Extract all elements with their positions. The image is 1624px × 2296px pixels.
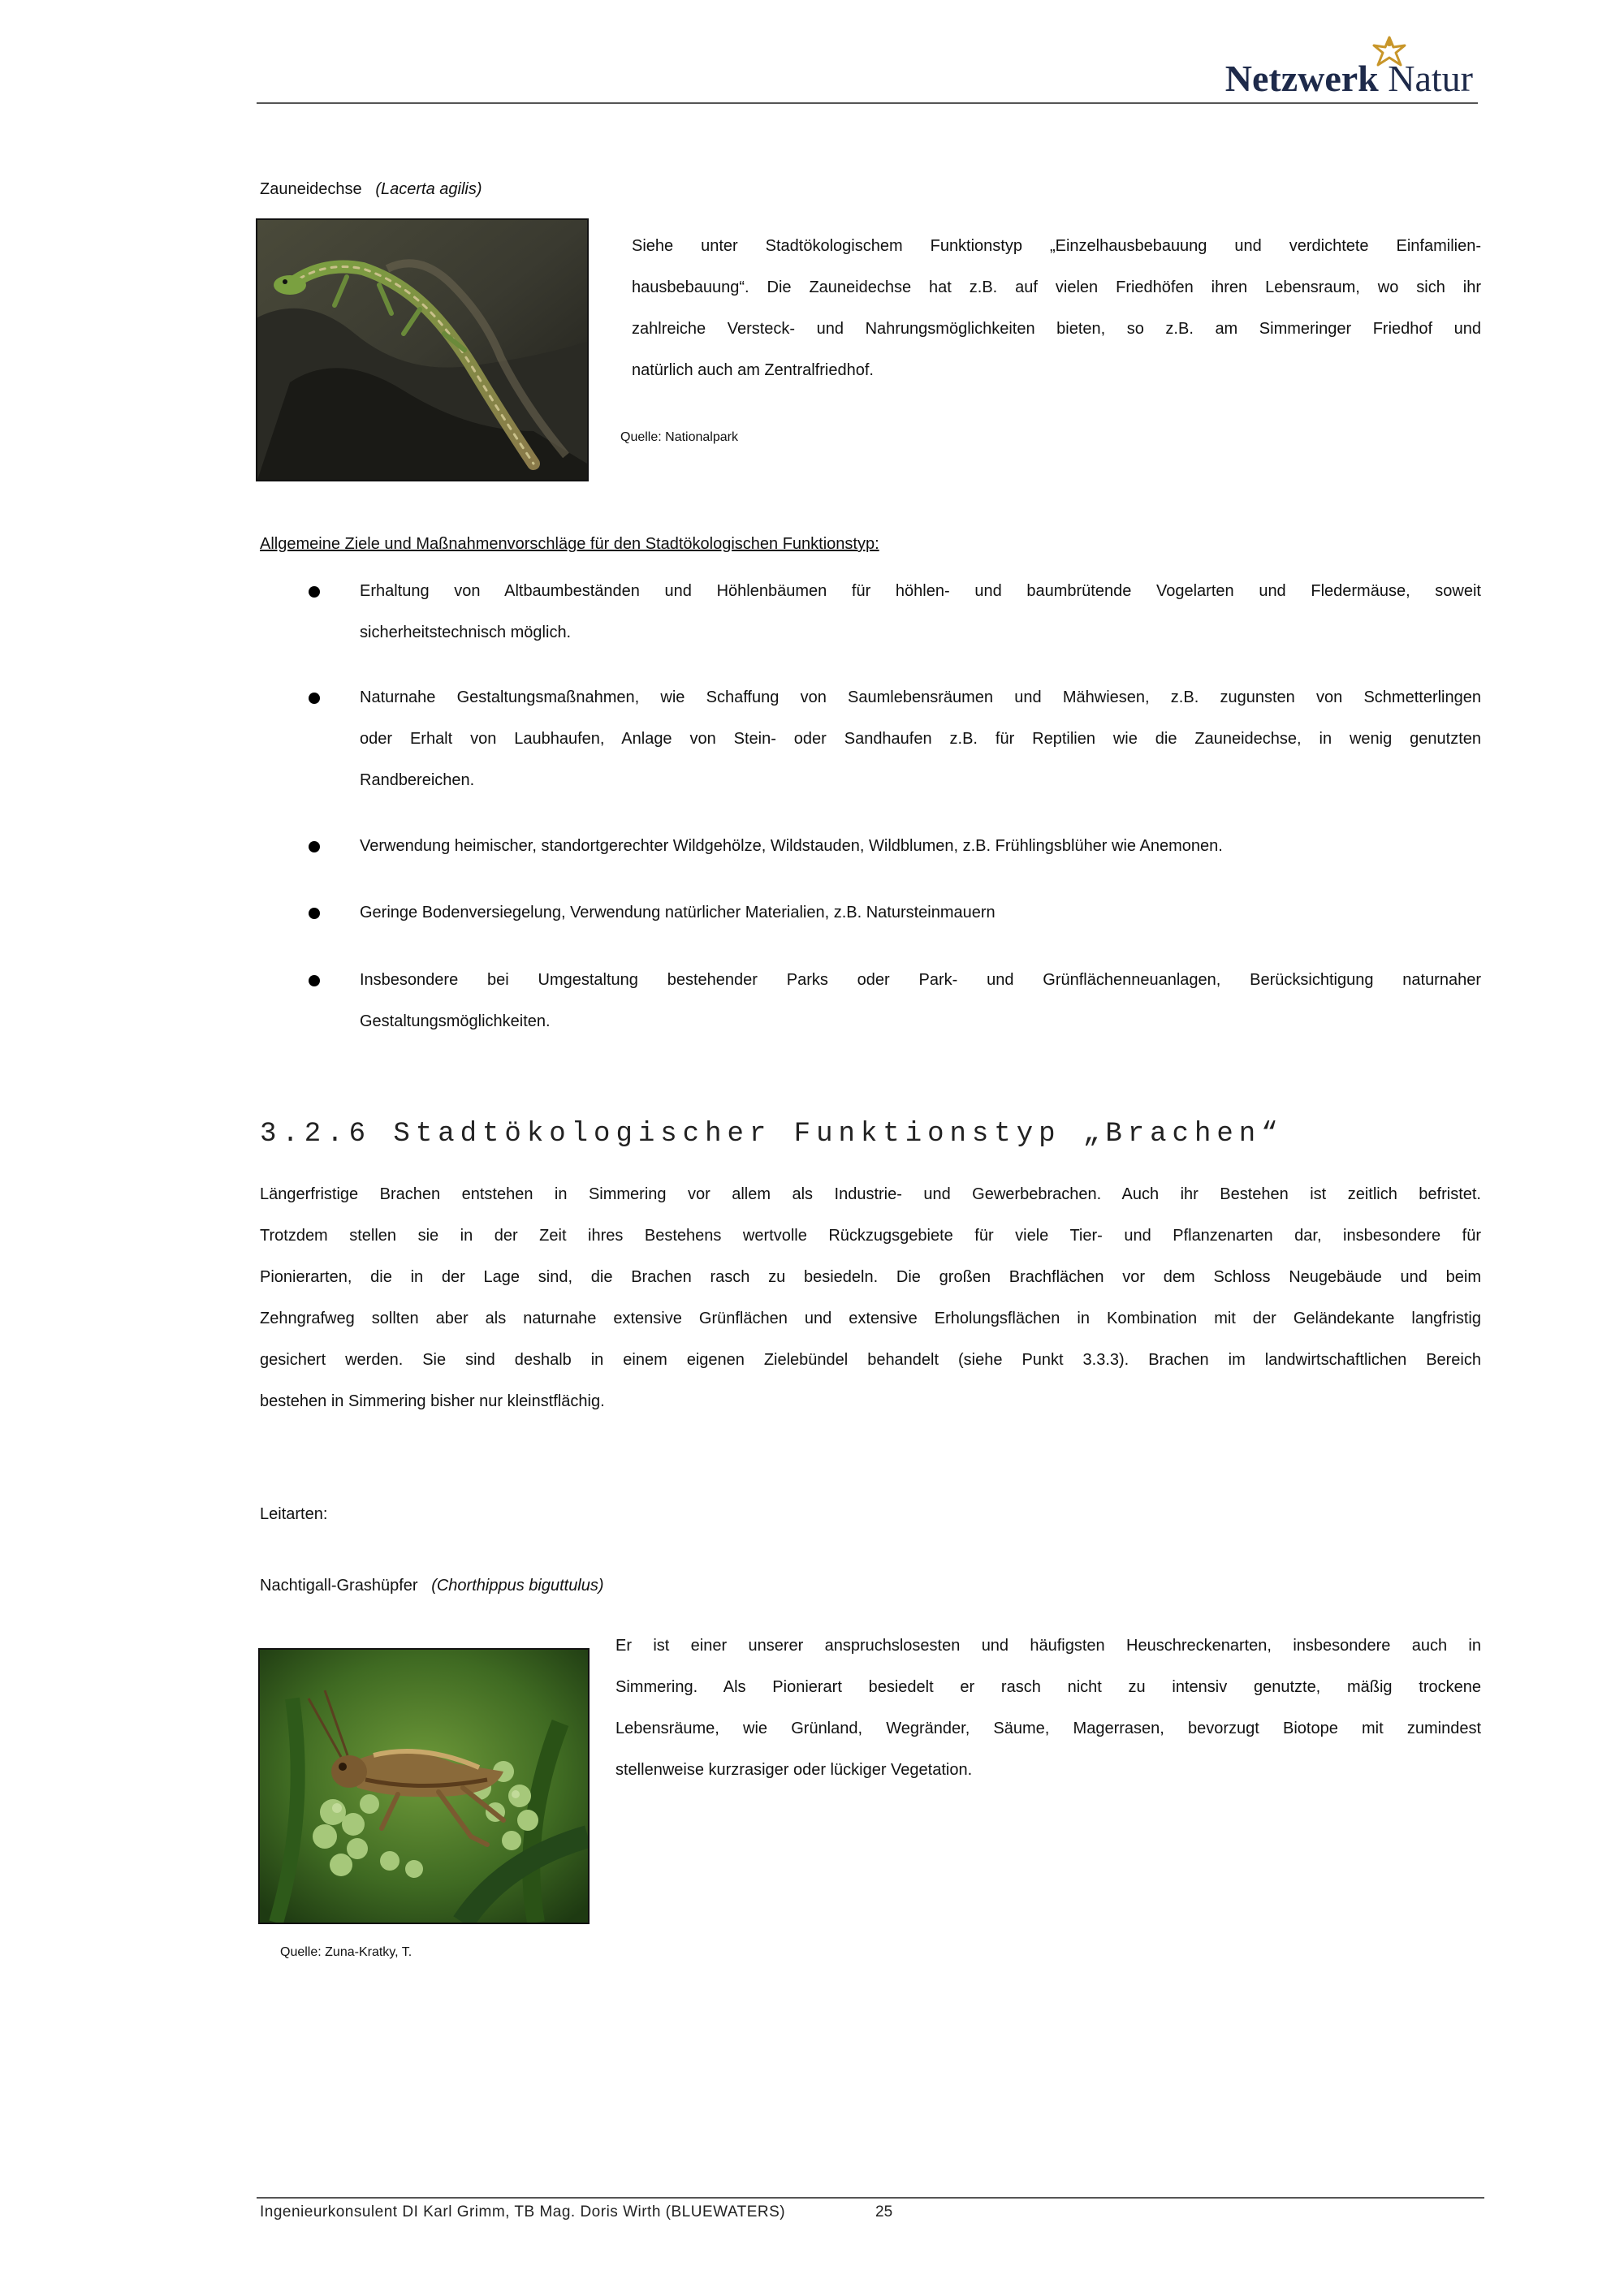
text-line: gesichert werden. Sie sind deshalb in einem eigenen Zielebündel behandelt (siehe Punkt 3.3.3). Brachen im landwirtschaftlichen Bereich: [260, 1351, 1481, 1369]
page-number: 25: [875, 2203, 893, 2220]
lizard-latin-name: (Lacerta agilis): [375, 180, 482, 198]
section-heading: 3.2.6 Stadtökologischer Funktionstyp „Brachen“: [260, 1119, 1284, 1150]
text-line: Längerfristige Brachen entstehen in Simmering vor allem als Industrie- und Gewerbebrachen. Auch ihr Bestehen ist zeitlich befristet.: [260, 1185, 1481, 1203]
text-line: Insbesondere bei Umgestaltung bestehender Parks oder Park- und Grünflächenneuanlagen, Berücksichtigung naturnaher: [360, 971, 1481, 989]
text-line: Gestaltungsmöglichkeiten.: [360, 1012, 551, 1030]
bullet-icon: [309, 975, 320, 986]
text-line: hausbebauung“. Die Zauneidechse hat z.B. auf vielen Friedhöfen ihren Lebensraum, wo sich ihr: [632, 278, 1481, 296]
header-divider: [257, 102, 1478, 104]
lizard-photo-source: Quelle: Nationalpark: [620, 430, 738, 444]
text-line: Er ist einer unserer anspruchslosesten und häufigsten Heuschreckenarten, insbesondere auch in: [615, 1637, 1481, 1655]
text-line: Zehngrafweg sollten aber als naturnahe extensive Grünflächen und extensive Erholungsflächen in Kombination mit der Geländekante langfristig: [260, 1310, 1481, 1327]
bullet-icon: [309, 586, 320, 598]
grasshopper-photo-source: Quelle: Zuna-Kratky, T.: [280, 1945, 412, 1959]
grasshopper-species-title: [260, 1577, 604, 1595]
bullet-icon: [309, 841, 320, 852]
text-line: Randbereichen.: [360, 771, 475, 789]
logo-bold-text: Netzwerk: [1224, 58, 1379, 99]
text-line: Geringe Bodenversiegelung, Verwendung natürlicher Materialien, z.B. Natursteinmauern: [360, 904, 996, 921]
bullet-icon: [309, 693, 320, 704]
logo-wordmark: [1225, 57, 1473, 100]
text-line: Lebensräume, wie Grünland, Wegränder, Säume, Magerrasen, bevorzugt Biotope mit zumindest: [615, 1720, 1481, 1737]
text-line: Siehe unter Stadtökologischem Funktionstyp „Einzelhausbebauung und verdichtete Einfamilien-: [632, 237, 1481, 255]
text-line: sicherheitstechnisch möglich.: [360, 624, 572, 641]
text-line: zahlreiche Versteck- und Nahrungsmöglichkeiten bieten, so z.B. am Simmeringer Friedhof und: [632, 320, 1481, 338]
text-line: Verwendung heimischer, standortgerechter Wildgehölze, Wildstauden, Wildblumen, z.B. Frühlingsblüher wie Anemonen.: [360, 837, 1223, 855]
logo-regular-text: Natur: [1388, 58, 1473, 99]
grasshopper-image: [260, 1650, 588, 1923]
grasshopper-latin-name: (Chorthippus biguttulus): [431, 1577, 604, 1595]
bullet-icon: [309, 908, 320, 919]
grasshopper-photo: [258, 1648, 590, 1924]
leitarten-label: Leitarten:: [260, 1505, 328, 1523]
grasshopper-common-name: Nachtigall-Grashüpfer: [260, 1577, 418, 1595]
text-line: Naturnahe Gestaltungsmaßnahmen, wie Schaffung von Saumlebensräumen und Mähwiesen, z.B. zugunsten von Schmetterlingen: [360, 688, 1481, 706]
text-line: Erhaltung von Altbaumbeständen und Höhlenbäumen für höhlen- und baumbrütende Vogelarten und Fledermäuse, soweit: [360, 582, 1481, 600]
goals-heading: Allgemeine Ziele und Maßnahmenvorschläge für den Stadtökologischen Funktionstyp:: [260, 535, 879, 553]
text-line: natürlich auch am Zentralfriedhof.: [632, 361, 874, 379]
footer-divider: [257, 2197, 1484, 2199]
lizard-photo: [256, 218, 589, 481]
text-line: stellenweise kurzrasiger oder lückiger Vegetation.: [615, 1761, 973, 1779]
lizard-common-name: Zauneidechse: [260, 180, 362, 198]
footer-credits: Ingenieurkonsulent DI Karl Grimm, TB Mag. Doris Wirth (BLUEWATERS): [260, 2203, 786, 2220]
lizard-description: [632, 226, 1481, 391]
text-line: bestehen in Simmering bisher nur kleinstflächig.: [260, 1392, 605, 1410]
text-line: Simmering. Als Pionierart besiedelt er rasch nicht zu intensiv genutzte, mäßig trockene: [615, 1678, 1481, 1696]
text-line: oder Erhalt von Laubhaufen, Anlage von Stein- oder Sandhaufen z.B. für Reptilien wie die Zauneidechse, in wenig genutzten: [360, 730, 1481, 748]
lizard-image: [257, 220, 587, 480]
text-line: Trotzdem stellen sie in der Zeit ihres Bestehens wertvolle Rückzugsgebiete für viele Tier- und Pflanzenarten dar, insbesondere für: [260, 1227, 1481, 1245]
grasshopper-description: [615, 1625, 1481, 1791]
text-line: Pionierarten, die in der Lage sind, die Brachen rasch zu besiedeln. Die großen Brachflächen vor dem Schloss Neugebäude und beim: [260, 1268, 1481, 1286]
lizard-species-title: [260, 180, 482, 199]
brachen-paragraph: [260, 1174, 1481, 1422]
